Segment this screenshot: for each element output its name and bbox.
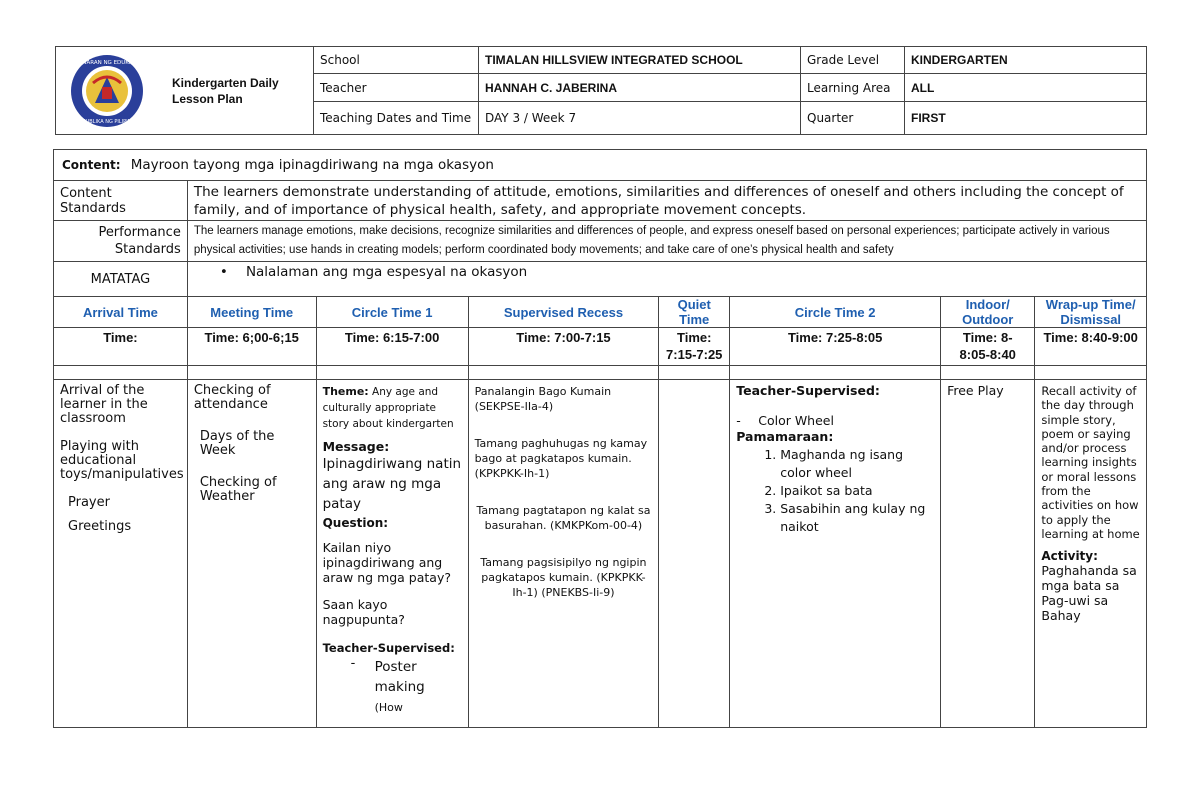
spacer-cell [730,366,941,380]
activity-value: Paghahanda sa mga bata sa Pag-uwi sa Bahay [1041,563,1137,624]
list-item: 3. Sasabihin ang kulay ng naikot [780,500,934,536]
doc-title-line1: Kindergarten Daily [172,75,279,90]
question-1: Kailan niyo ipinagdiriwang ang araw ng mga patay? [322,540,451,585]
matatag-label: MATATAG [54,262,188,297]
spacer-cell [468,366,659,380]
title-block [56,47,314,135]
time-circle1: Time: 6:15-7:00 [316,328,468,366]
performance-standards-value: The learners manage emotions, make decisions, recognize similarities and differences of people, and express oneself based on personal experiences; participate actively in various physical activities; use hands in creating models; perform coordinated body movements; and take care of one’s physical health and safety [187,221,1146,262]
spacer-cell [1035,366,1147,380]
list-item: Prayer [68,495,110,510]
time-wrapup: Time: 8:40-9:00 [1035,328,1147,366]
time-meeting: Time: 6;00-6;15 [187,328,316,366]
deped-seal-icon [62,53,152,129]
time-quiet: Time: 7:15-7:25 [659,328,730,366]
list-item: Checking of attendance [193,383,271,412]
lesson-plan-table [53,149,1147,728]
area-value: ALL [905,74,1147,102]
col-header-circle2: Circle Time 2 [730,297,941,328]
c2-supervised-label: Teacher-Supervised: [736,383,880,398]
method-steps [736,446,934,536]
list-item: Playing with educational toys/manipulatives [60,439,184,482]
col-header-arrival: Arrival Time [54,297,188,328]
header-table [55,46,1147,135]
performance-label-line1: Performance [98,225,181,240]
list-item: Arrival of the learner in the classroom [60,383,148,426]
circle2-activities [730,380,941,728]
supervised-tail: (How [374,701,403,714]
supervised-label: Teacher-Supervised: [322,641,455,655]
col-header-indoor: Indoor/ Outdoor [941,297,1035,328]
content-label: Content: [62,158,121,172]
col-header-recess: Supervised Recess [468,297,659,328]
list-item: Tamang paghuhugas ng kamay bago at pagkatapos kumain. (KPKPKK-Ih-1) [474,437,648,480]
list-item: Tamang pagtatapon ng kalat sa basurahan. (KMKPKom-00-4) [476,504,651,532]
recess-activities [468,380,659,728]
indoor-activities: Free Play [941,380,1035,728]
message-value: Ipinagdiriwang natin ang araw ng mga patay [322,456,462,512]
dash-icon: - [350,656,356,671]
school-label: School [314,47,479,74]
arrival-activities [54,380,188,728]
col-header-quiet: Quiet Time [659,297,730,328]
list-item: Days of the Week [199,429,275,458]
bullet-icon: • [219,264,228,280]
circle1-activities [316,380,468,728]
list-item: 1. Maghanda ng isang color wheel [780,446,934,482]
spacer-cell [659,366,730,380]
dates-value: DAY 3 / Week 7 [479,102,801,135]
teacher-label: Teacher [314,74,479,102]
teacher-value: HANNAH C. JABERINA [479,74,801,102]
matatag-value-cell [187,262,1146,297]
area-label: Learning Area [801,74,905,102]
time-indoor: Time: 8- 8:05-8:40 [941,328,1035,366]
supervised-item [323,657,462,718]
school-value: TIMALAN HILLSVIEW INTEGRATED SCHOOL [479,47,801,74]
quiet-activities [659,380,730,728]
content-row [54,150,1147,181]
wrapup-activities [1035,380,1147,728]
c2-item [736,414,934,428]
time-recess: Time: 7:00-7:15 [468,328,659,366]
svg-text:KAGAWARAN NG EDUKASYON: KAGAWARAN NG EDUKASYON [66,59,148,66]
question-2: Saan kayo nagpupunta? [322,597,405,627]
list-item: Checking of Weather [199,475,277,504]
list-item: Tamang pagsisipilyo ng ngipin pagkatapos kumain. (KPKPKK-Ih-1) (PNEKBS-Ii-9) [480,556,647,599]
list-item: Greetings [68,519,132,534]
activity-label: Activity: [1041,549,1098,564]
quarter-label: Quarter [801,102,905,135]
spacer-cell [941,366,1035,380]
question-label: Question: [322,516,389,530]
spacer-cell [316,366,468,380]
matatag-value: Nalalaman ang mga espesyal na okasyon [245,264,528,280]
recall-text: Recall activity of the day through simple story, poem or saying and/or process learning insights or moral lessons from the activities on how to apply the learning at home [1041,384,1140,541]
content-standards-label: Content Standards [54,181,188,221]
method-label: Pamamaraan: [736,429,834,444]
spacer-cell [187,366,316,380]
supervised-value: Poster making [374,659,425,695]
col-header-meeting: Meeting Time [187,297,316,328]
content-value: Mayroon tayong mga ipinagdiriwang na mga okasyon [130,157,494,173]
col-header-wrapup: Wrap-up Time/ Dismissal [1035,297,1147,328]
content-standards-value: The learners demonstrate understanding of attitude, emotions, similarities and differences of oneself and others including the concept of family, and of importance of physical health, safety, and appropriate movement concepts. [187,181,1146,221]
svg-text:REPUBLIKA NG PILIPINAS: REPUBLIKA NG PILIPINAS [76,118,138,125]
col-header-circle1: Circle Time 1 [316,297,468,328]
time-circle2: Time: 7:25-8:05 [730,328,941,366]
doc-title-line2: Lesson Plan [172,91,243,106]
theme-value: Any age and culturally appropriate story about kindergarten [322,386,454,430]
performance-standards-label [54,221,188,262]
c2-item-value: Color Wheel [758,413,834,428]
dash-icon: - [736,413,741,428]
spacer-cell [54,366,188,380]
meeting-activities [187,380,316,728]
message-label: Message: [322,439,390,454]
quarter-value: FIRST [905,102,1147,135]
list-item: 2. Ipaikot sa bata [780,482,934,500]
grade-value: KINDERGARTEN [905,47,1147,74]
performance-label-line2: Standards [114,242,181,257]
time-arrival: Time: [54,328,188,366]
grade-label: Grade Level [801,47,905,74]
theme-label: Theme: [322,385,369,398]
dates-label: Teaching Dates and Time [314,102,479,135]
list-item: Panalangin Bago Kumain (SEKPSE-IIa-4) [474,385,612,413]
